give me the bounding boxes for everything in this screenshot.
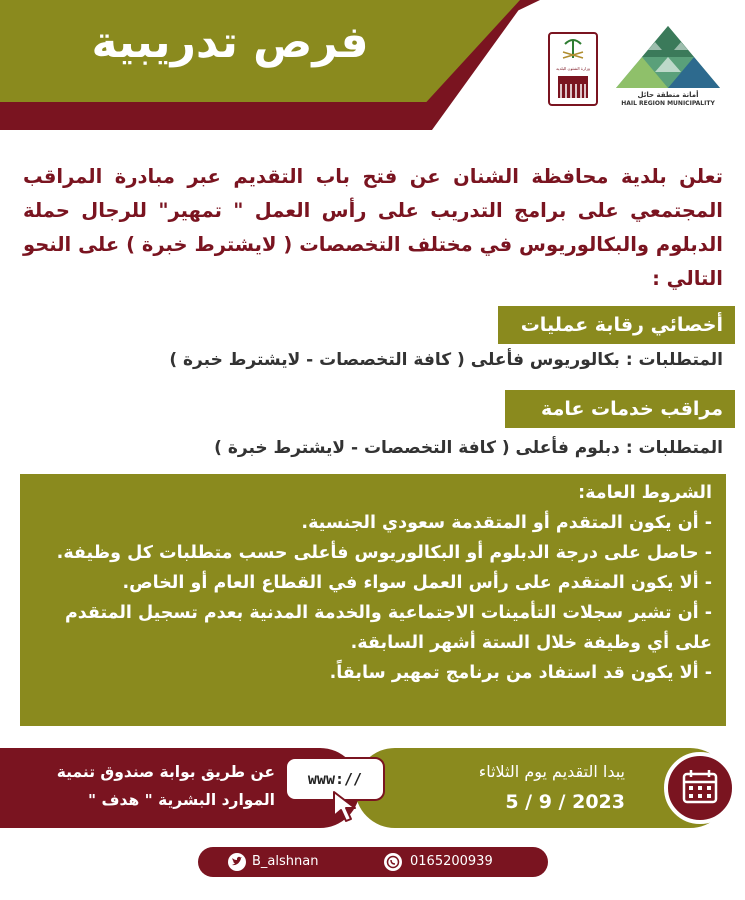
page-title: فرص تدريبية bbox=[91, 17, 369, 68]
condition-item: - ألا يكون قد استفاد من برنامج تمهير سابقاً. bbox=[329, 663, 712, 683]
start-info bbox=[380, 758, 625, 816]
portal-line-2: الموارد البشرية " هدف " bbox=[88, 791, 275, 809]
cursor-arrow-icon bbox=[330, 790, 364, 828]
twitter-handle[interactable]: B_alshnan bbox=[252, 854, 319, 869]
hail-municipality-logo bbox=[608, 22, 728, 106]
phone-number[interactable]: 0165200939 bbox=[410, 854, 493, 869]
job-requirements-operations: المتطلبات : بكالوريوس فأعلى ( كافة التخصصات - لايشترط خبرة ) bbox=[169, 350, 723, 370]
job-requirements-services: المتطلبات : دبلوم فأعلى ( كافة التخصصات - لايشترط خبرة ) bbox=[214, 438, 723, 458]
portal-info bbox=[20, 758, 275, 814]
condition-item: - أن تشير سجلات التأمينات الاجتماعية والخدمة المدنية بعدم تسجيل المتقدم على أي وظيفة خلال الستة أشهر السابقة. bbox=[64, 603, 712, 653]
general-conditions-box bbox=[20, 474, 726, 726]
job-title-operations-specialist: أخصائي رقابة عمليات bbox=[498, 306, 735, 344]
start-label: يبدا التقديم يوم الثلاثاء bbox=[478, 762, 625, 781]
start-date: 5 / 9 / 2023 bbox=[505, 791, 625, 813]
website-link[interactable]: www:// bbox=[285, 757, 385, 801]
calendar-badge bbox=[664, 752, 736, 824]
condition-item: - ألا يكون المتقدم على رأس العمل سواء في القطاع العام أو الخاص. bbox=[122, 573, 712, 593]
svg-text:HAIL REGION MUNICIPALITY: HAIL REGION MUNICIPALITY bbox=[621, 100, 715, 106]
portal-line-1: عن طريق بوابة صندوق تنمية bbox=[56, 763, 275, 781]
conditions-heading: الشروط العامة: bbox=[578, 483, 712, 503]
whatsapp-icon bbox=[384, 853, 402, 875]
ministry-logo bbox=[548, 32, 598, 106]
calendar-icon bbox=[668, 756, 732, 820]
condition-item: - حاصل على درجة الدبلوم أو البكالوريوس فأعلى حسب متطلبات كل وظيفة. bbox=[56, 543, 712, 563]
contact-bar bbox=[198, 847, 548, 877]
twitter-icon bbox=[228, 853, 246, 875]
svg-text:وزارة الشئون البلدية: وزارة الشئون البلدية bbox=[556, 66, 590, 71]
svg-text:أمانة منطقة حائل: أمانة منطقة حائل bbox=[637, 91, 699, 99]
job-title-services-monitor: مراقب خدمات عامة bbox=[505, 390, 735, 428]
condition-item: - أن يكون المتقدم أو المتقدمة سعودي الجنسية. bbox=[301, 513, 712, 533]
intro-paragraph: تعلن بلدية محافظة الشنان عن فتح باب التقديم عبر مبادرة المراقب المجتمعي على برامج التدريب على رأس العمل " تمهير" للرجال حملة الدبلوم والبكالوريوس في مختلف التخصصات ( لايشترط خبرة ) على النحو التالي : bbox=[23, 165, 723, 290]
